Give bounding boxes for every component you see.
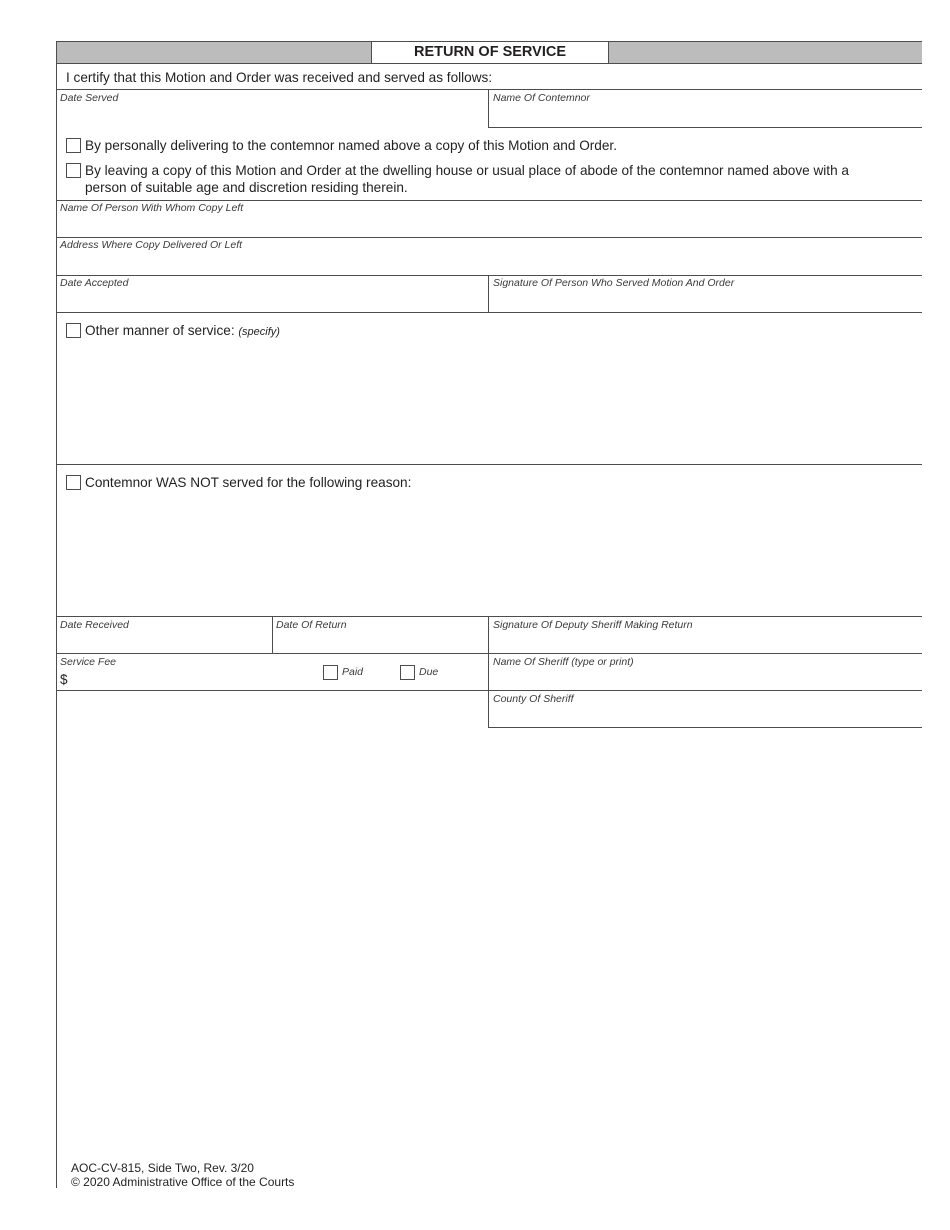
form-id: AOC-CV-815, Side Two, Rev. 3/20 — [71, 1161, 254, 1175]
divider — [56, 464, 922, 465]
form-title: RETURN OF SERVICE — [371, 41, 609, 63]
divider — [56, 200, 922, 201]
date-received-label: Date Received — [60, 619, 129, 631]
dwelling-delivery-checkbox[interactable] — [66, 163, 81, 178]
name-person-copy-left-label: Name Of Person With Whom Copy Left — [60, 202, 244, 214]
divider — [56, 89, 922, 90]
signature-deputy-label: Signature Of Deputy Sheriff Making Return — [493, 619, 693, 631]
not-served-checkbox[interactable] — [66, 475, 81, 490]
divider — [488, 727, 922, 728]
divider — [272, 616, 273, 654]
date-served-label: Date Served — [60, 92, 119, 104]
name-of-sheriff-label: Name Of Sheriff (type or print) — [493, 656, 634, 668]
left-border — [56, 41, 57, 1188]
return-of-service-form — [56, 41, 922, 1188]
not-served-text: Contemnor WAS NOT served for the following reason: — [85, 475, 412, 490]
due-label: Due — [419, 666, 439, 678]
divider — [56, 237, 922, 238]
divider — [488, 127, 922, 128]
address-copy-delivered-label: Address Where Copy Delivered Or Left — [60, 239, 243, 251]
paid-label: Paid — [342, 666, 364, 678]
divider — [56, 690, 922, 691]
signature-person-served-label: Signature Of Person Who Served Motion And Order — [493, 277, 735, 289]
divider — [488, 616, 489, 728]
other-manner-text — [85, 322, 280, 341]
date-of-return-label: Date Of Return — [276, 619, 347, 631]
divider — [56, 275, 922, 276]
top-border — [56, 41, 922, 42]
divider — [56, 653, 922, 654]
certification-text: I certify that this Motion and Order was received and served as follows: — [66, 70, 493, 85]
personal-delivery-text: By personally delivering to the contemnor named above a copy of this Motion and Order. — [85, 138, 617, 153]
date-accepted-label: Date Accepted — [60, 277, 129, 289]
due-checkbox[interactable] — [400, 665, 415, 680]
name-of-contemnor-label: Name Of Contemnor — [493, 92, 590, 104]
personal-delivery-checkbox[interactable] — [66, 138, 81, 153]
service-fee-label: Service Fee — [60, 656, 117, 668]
copyright: © 2020 Administrative Office of the Courts — [71, 1175, 295, 1189]
other-manner-label: Other manner of service: — [85, 323, 235, 338]
specify-hint: (specify) — [238, 326, 280, 338]
header-bottom-line — [56, 63, 922, 64]
divider — [56, 312, 922, 313]
paid-checkbox[interactable] — [323, 665, 338, 680]
divider — [488, 275, 489, 313]
dwelling-delivery-text: By leaving a copy of this Motion and Order at the dwelling house or usual place of abode of the contemnor named above with a person of suitable age and discretion residing therein. — [85, 163, 849, 195]
county-of-sheriff-label: County Of Sheriff — [493, 693, 574, 705]
divider — [56, 616, 922, 617]
currency-symbol: $ — [60, 672, 68, 687]
divider — [488, 89, 489, 127]
other-manner-checkbox[interactable] — [66, 323, 81, 338]
